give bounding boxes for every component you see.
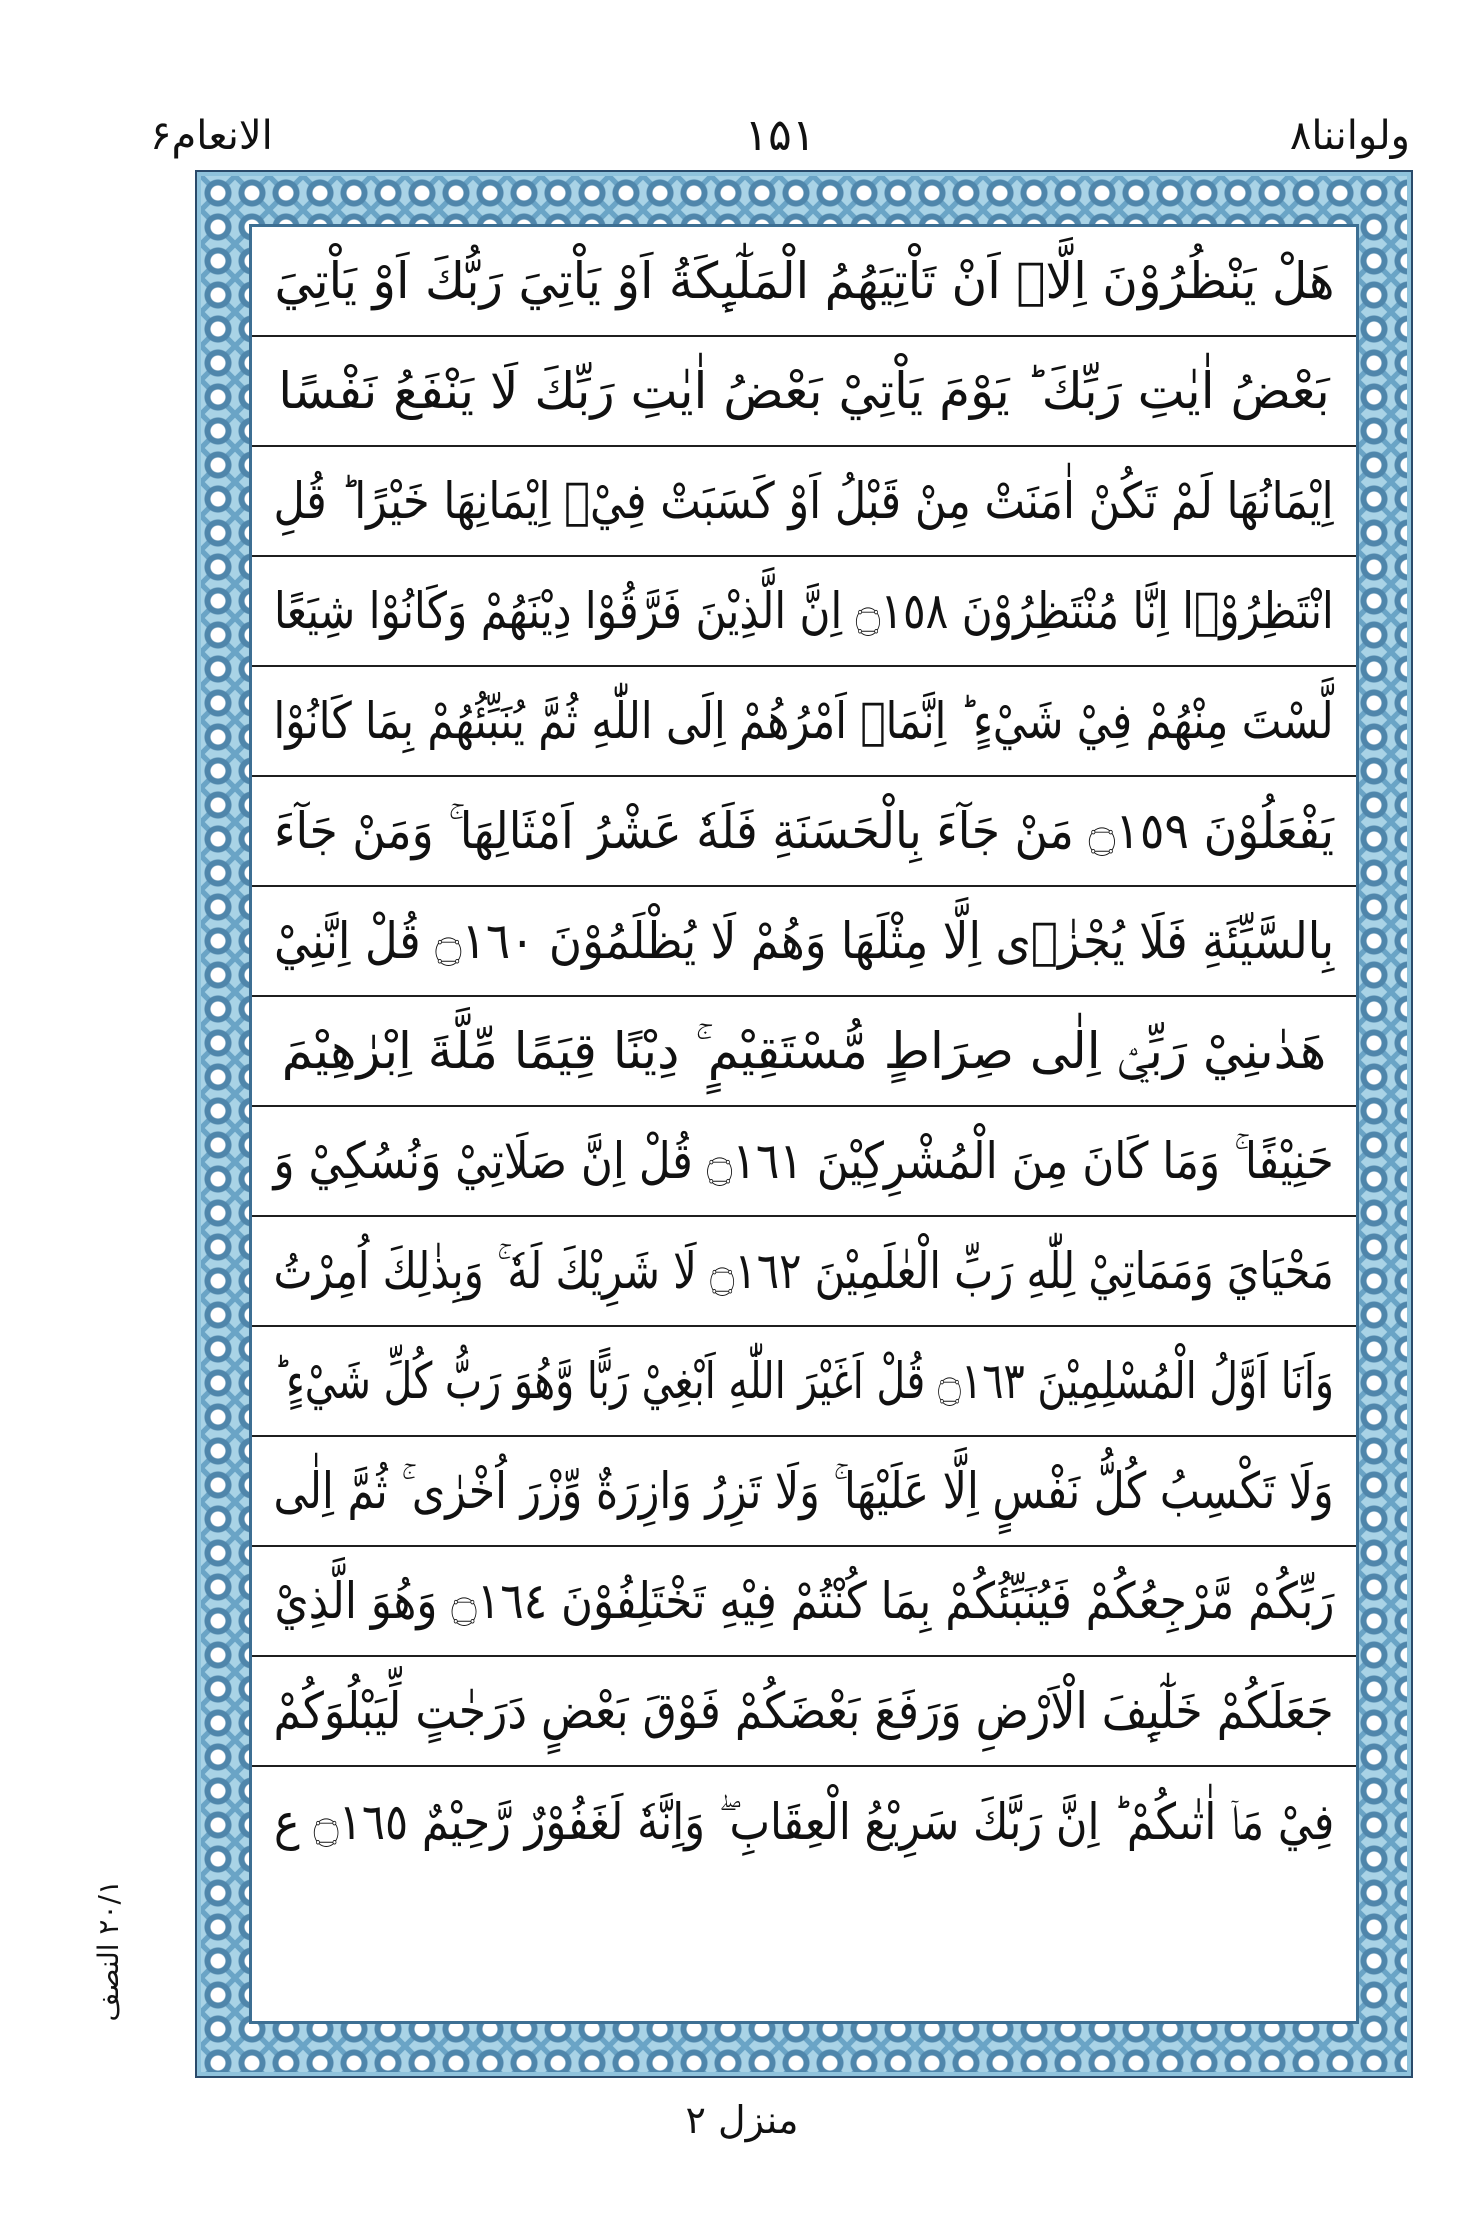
line-text: انْتَظِرُوْۤا اِنَّا مُنْتَظِرُوْنَ ۝١٥٨ اِنَّ الَّذِيْنَ فَرَّقُوْا دِيْنَهُمْ وَكَانُوْا شِيَعًا <box>274 582 1334 640</box>
manzil-footer: منزل ۲ <box>685 2098 799 2142</box>
line-text: مَحْيَايَ وَمَمَاتِيْ لِلّٰهِ رَبِّ الْعٰلَمِيْنَ ۝١٦٢ لَا شَرِيْكَ لَهٗ ۚ وَبِذٰلِكَ اُمِرْتُ <box>273 1242 1335 1300</box>
line-text: رَبِّكُمْ مَّرْجِعُكُمْ فَيُنَبِّئُكُمْ بِمَا كُنْتُمْ فِيْهِ تَخْتَلِفُوْنَ ۝١٦٤ وَهُوَ الَّذِيْ <box>274 1572 1334 1630</box>
text-line-9 <box>252 1107 1356 1217</box>
line-text: يَفْعَلُوْنَ ۝١٥٩ مَنْ جَآءَ بِالْحَسَنَةِ فَلَهٗ عَشْرُ اَمْثَالِهَا ۚ وَمَنْ جَآءَ <box>274 802 1334 860</box>
line-text: بِالسَّيِّئَةِ فَلَا يُجْزٰۤى اِلَّا مِثْلَهَا وَهُمْ لَا يُظْلَمُوْنَ ۝١٦٠ قُلْ اِنَّنِيْ <box>273 912 1335 970</box>
line-text: فِيْ مَاۤ اٰتٰىكُمْ ؕ اِنَّ رَبَّكَ سَرِيْعُ الْعِقَابِ ۖ وَاِنَّهٗ لَغَفُوْرٌ رَّحِيْمٌ ۝١٦٥ ع <box>273 1793 1335 1851</box>
text-line-15 <box>252 1767 1356 1877</box>
text-line-8 <box>252 997 1356 1107</box>
text-line-12 <box>252 1437 1356 1547</box>
surah-title: الانعام۶ <box>150 113 273 159</box>
text-line-1 <box>252 227 1356 337</box>
text-line-13 <box>252 1547 1356 1657</box>
text-line-5 <box>252 667 1356 777</box>
text-line-4 <box>252 557 1356 667</box>
margin-note <box>92 1880 172 2022</box>
page-header <box>150 108 1410 168</box>
line-text: بَعْضُ اٰيٰتِ رَبِّكَ ؕ يَوْمَ يَاْتِيْ بَعْضُ اٰيٰتِ رَبِّكَ لَا يَنْفَعُ نَفْسًا <box>278 362 1330 420</box>
line-text: وَلَا تَكْسِبُ كُلُّ نَفْسٍ اِلَّا عَلَيْهَا ۚ وَلَا تَزِرُ وَازِرَةٌ وِّزْرَ اُخْرٰى ۚ ثُمَّ اِلٰى <box>273 1462 1335 1520</box>
margin-note-text: ۲۰/۱ النصف <box>92 1880 125 2022</box>
line-text: لَّسْتَ مِنْهُمْ فِيْ شَيْءٍ ؕ اِنَّمَاۤ اَمْرُهُمْ اِلَى اللّٰهِ ثُمَّ يُنَبِّئُهُمْ بِمَا كَانُوْا <box>273 692 1335 750</box>
text-line-11 <box>252 1327 1356 1437</box>
line-text: اِيْمَانُهَا لَمْ تَكُنْ اٰمَنَتْ مِنْ قَبْلُ اَوْ كَسَبَتْ فِيْۤ اِيْمَانِهَا خَيْرًا ؕ قُلِ <box>273 472 1335 530</box>
line-text: هَدٰىنِيْ رَبِّيْۤ اِلٰى صِرَاطٍ مُّسْتَقِيْمٍ ۚ دِيْنًا قِيَمًا مِّلَّةَ اِبْرٰهِيْمَ <box>281 1022 1327 1080</box>
text-line-10 <box>252 1217 1356 1327</box>
text-line-2 <box>252 337 1356 447</box>
line-text: وَاَنَا اَوَّلُ الْمُسْلِمِيْنَ ۝١٦٣ قُلْ اَغَيْرَ اللّٰهِ اَبْغِيْ رَبًّا وَّهُوَ رَبُّ كُلِّ شَيْءٍ ؕ <box>273 1352 1335 1410</box>
line-text: هَلْ يَنْظُرُوْنَ اِلَّاۤ اَنْ تَاْتِيَهُمُ الْمَلٰٓىِٕكَةُ اَوْ يَاْتِيَ رَبُّكَ اَوْ يَاْتِيَ <box>274 252 1334 310</box>
text-line-14 <box>252 1657 1356 1767</box>
text-block <box>249 224 1359 2024</box>
line-text: حَنِيْفًا ۚ وَمَا كَانَ مِنَ الْمُشْرِكِيْنَ ۝١٦١ قُلْ اِنَّ صَلَاتِيْ وَنُسُكِيْ وَ <box>273 1132 1335 1190</box>
text-line-6 <box>252 777 1356 887</box>
text-line-3 <box>252 447 1356 557</box>
line-text: جَعَلَكُمْ خَلٰٓىِٕفَ الْاَرْضِ وَرَفَعَ بَعْضَكُمْ فَوْقَ بَعْضٍ دَرَجٰتٍ لِّيَبْلُوَكُمْ <box>273 1682 1335 1740</box>
page-number: ۱۵۱ <box>744 110 816 161</box>
ornamental-frame <box>195 170 1413 2078</box>
para-title: ولواننا۸ <box>1289 113 1410 159</box>
text-line-7 <box>252 887 1356 997</box>
